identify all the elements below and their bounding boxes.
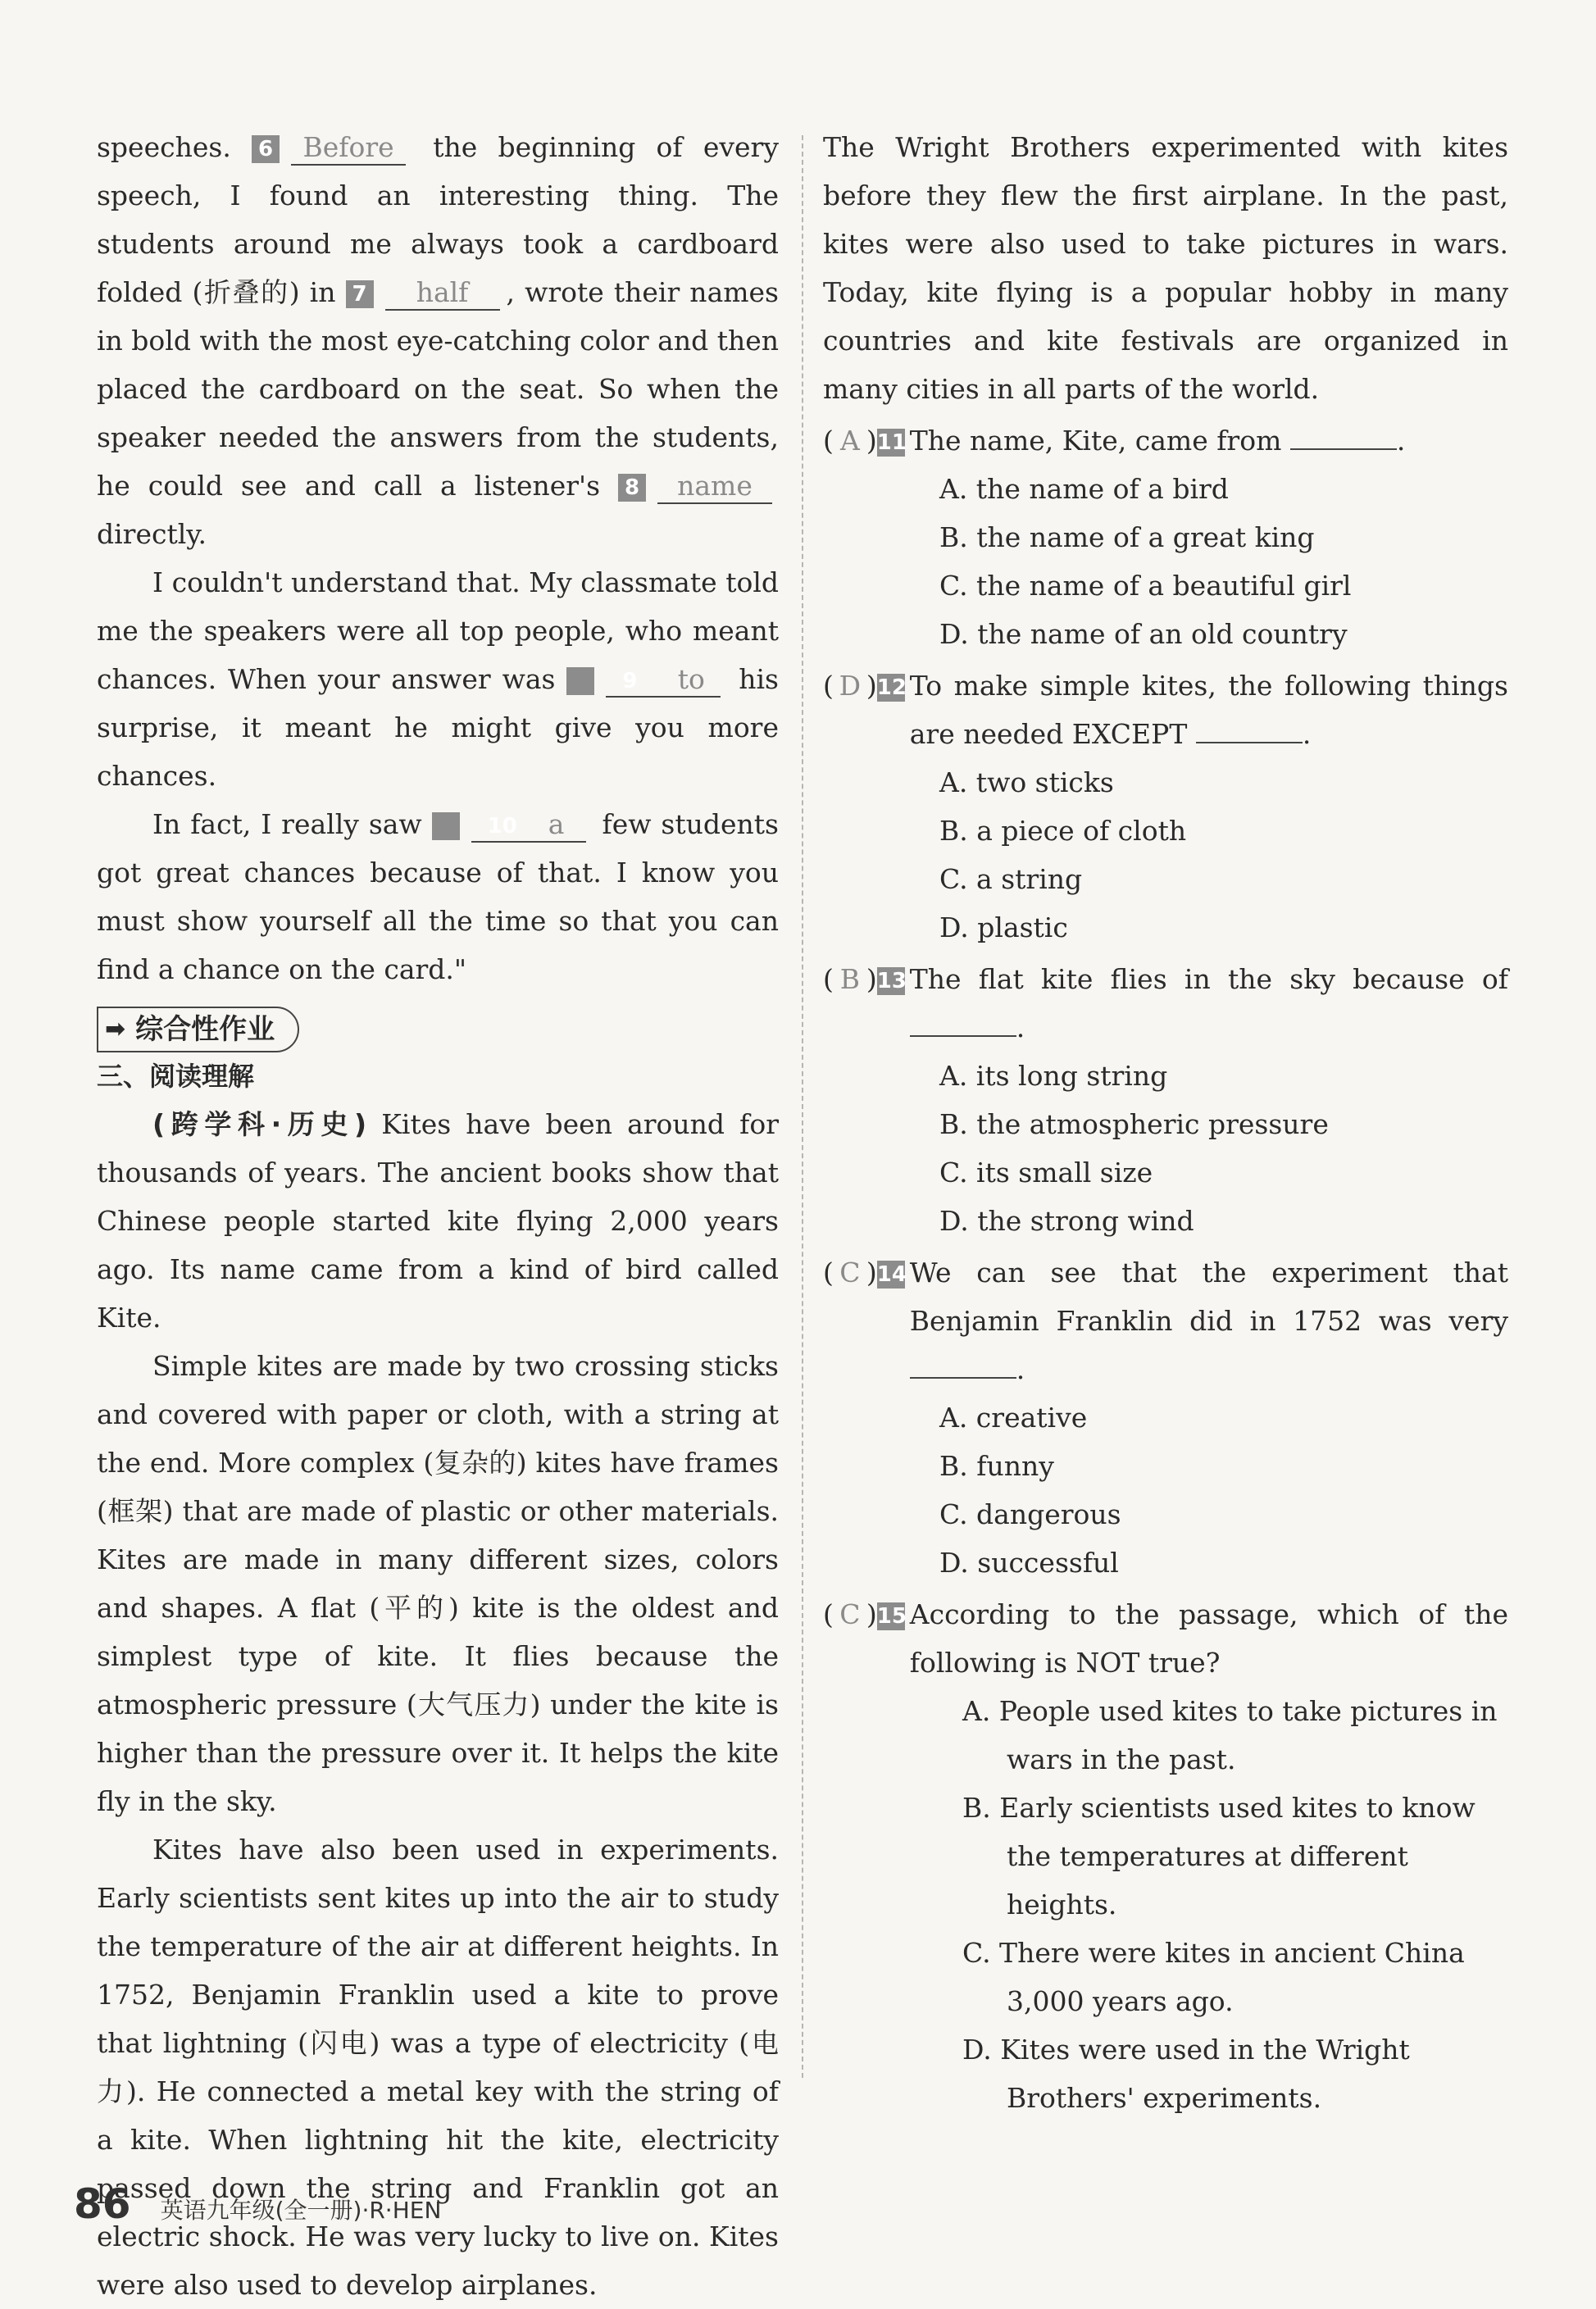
right-column: [823, 123, 1508, 2122]
options: [939, 465, 1508, 658]
question-blank: [910, 1011, 1016, 1037]
question-stem: According to the passage, which of the following is NOT true?: [909, 1598, 1508, 1679]
text: directly.: [97, 518, 207, 550]
text: his surprise, it meant he might give you more chances.: [97, 663, 779, 792]
question-number-10: 10: [432, 812, 460, 840]
option: A. two sticks: [939, 766, 1114, 798]
question-12: ( D )12 To make simple kites, the following things are needed EXCEPT . A. two sticks B. a piece of cloth C. a string D. plastic: [823, 661, 1508, 952]
option: A. the name of a bird: [939, 473, 1229, 505]
answer-blank-10: a: [471, 808, 586, 843]
column-divider: [802, 135, 803, 2078]
passage-paragraph-2: [97, 558, 779, 800]
question-14: ( C )14 We can see that the experiment that Benjamin Franklin did in 1752 was very . A. creative B. funny C. dangerous D. successful: [823, 1248, 1508, 1587]
question-11: ( A )11 The name, Kite, came from . A. the name of a bird B. the name of a great king C. the name of a beautiful girl D. the name of an old country: [823, 416, 1508, 658]
option: B. funny: [939, 1450, 1054, 1482]
option: C. dangerous: [939, 1498, 1121, 1530]
text: speeches.: [97, 131, 231, 163]
answer-bracket: ( D )12: [823, 661, 910, 710]
option: A. People used kites to take pictures in wars in the past.: [962, 1695, 1498, 1775]
options: [939, 1393, 1508, 1587]
option: C. There were kites in ancient China 3,000 years ago.: [962, 1937, 1465, 2017]
text: I couldn't understand that. My classmate told me the speakers were all top people, who meant chances. When your answer was: [97, 566, 779, 695]
question-number-6: 6: [252, 135, 280, 163]
text: the beginning of every speech, I found an interesting thing. The students around me always took a cardboard folded (折叠的) in: [97, 131, 779, 308]
page-number: 86: [74, 2180, 131, 2228]
question-stem: The name, Kite, came from: [909, 425, 1282, 457]
answer-letter: A: [839, 425, 860, 457]
reading-paragraph-1: [97, 1100, 779, 1342]
reading-paragraph-2: Simple kites are made by two crossing sticks and covered with paper or cloth, with a string at the end. More complex (复杂的) kites have frames (框架) that are made of plastic or other materials. Kites are made in many different sizes, colors and shapes. A flat (平的) kite is the oldest and simplest type of kite. It flies because the atmospheric pressure (大气压力) under the kite is higher than the pressure over it. It helps the kite fly in the sky.: [97, 1350, 779, 1817]
question-stem: We can see that the experiment that Benjamin Franklin did in 1752 was very: [909, 1257, 1508, 1337]
option: B. Early scientists used kites to know the temperatures at different heights.: [962, 1792, 1476, 1920]
answer-bracket: ( C )14: [823, 1248, 910, 1297]
option: D. plastic: [939, 911, 1068, 943]
answer-letter: C: [839, 1598, 861, 1630]
answer-letter: C: [839, 1257, 861, 1289]
text: In fact, I really saw: [152, 808, 422, 840]
left-column: [97, 123, 779, 2309]
reading-heading: 三、阅读理解: [97, 1061, 255, 1092]
arrow-icon: ➡: [105, 1015, 126, 1043]
question-number: 13: [876, 969, 907, 993]
book-info: 英语九年级(全一册)·R·HEN: [160, 2197, 442, 2224]
options: [962, 1687, 1508, 2122]
question-blank: [910, 1352, 1016, 1379]
option: D. successful: [939, 1547, 1119, 1579]
options: [939, 1052, 1508, 1245]
answer-blank-9: to: [606, 663, 721, 698]
passage-paragraph-3: [97, 800, 779, 993]
option: B. the atmospheric pressure: [939, 1108, 1329, 1140]
reading-paragraph-4: The Wright Brothers experimented with kites before they flew the first airplane. In the past, kites were also used to take pictures in wars. Today, kite flying is a popular hobby in many countries and kite festivals are organized in many cities in all parts of the world.: [823, 131, 1508, 405]
question-stem: The flat kite flies in the sky because of: [909, 963, 1508, 995]
answer-blank-8: name: [657, 470, 772, 504]
text: Kites have been around for thousands of years. The ancient books show that Chinese people started kite flying 2,000 years ago. Its name came from a kind of bird called Kite.: [97, 1108, 780, 1334]
question-13: ( B )13 The flat kite flies in the sky because of . A. its long string B. the atmospheric pressure C. its small size D. the strong wind: [823, 955, 1508, 1245]
text: few students got great chances because of that. I know you must show yourself all the time so that you can find a chance on the card.": [97, 808, 779, 985]
question-number: 12: [876, 675, 907, 700]
question-number: 14: [876, 1262, 907, 1287]
subject-tag: (跨学科·历史): [152, 1108, 367, 1140]
question-blank: [1196, 717, 1303, 743]
options: [939, 758, 1508, 952]
question-number-7: 7: [346, 280, 374, 308]
question-number-9: 9: [566, 667, 594, 695]
answer-bracket: ( A )11: [823, 416, 910, 465]
page-footer: [74, 2180, 441, 2228]
option: A. its long string: [939, 1060, 1168, 1092]
answer-letter: D: [839, 670, 862, 702]
text: , wrote their names in bold with the most eye-catching color and then placed the cardboard on the seat. So when the speaker needed the answers from the students, he could see and call a listener's: [97, 276, 779, 502]
section-banner: [97, 1007, 299, 1052]
answer-blank-7: half: [385, 276, 500, 311]
passage-paragraph-1: [97, 123, 779, 558]
option: D. the name of an old country: [939, 618, 1348, 650]
answer-bracket: ( C )15: [823, 1590, 910, 1639]
option: B. the name of a great king: [939, 521, 1315, 553]
question-blank: [1290, 424, 1397, 450]
question-number-8: 8: [618, 474, 646, 502]
answer-bracket: ( B )13: [823, 955, 910, 1003]
question-stem: To make simple kites, the following things are needed EXCEPT: [909, 670, 1508, 750]
question-number: 11: [876, 430, 907, 455]
option: A. creative: [939, 1402, 1088, 1434]
option: C. its small size: [939, 1157, 1153, 1189]
section-banner-label: 综合性作业: [135, 1013, 275, 1046]
question-15: [823, 1590, 1508, 2122]
option: C. a string: [939, 863, 1083, 895]
option: D. the strong wind: [939, 1205, 1194, 1237]
option: B. a piece of cloth: [939, 815, 1187, 847]
option: C. the name of a beautiful girl: [939, 570, 1352, 602]
reading-paragraph-3: Kites have also been used in experiments. Early scientists sent kites up into the air to study the temperature of the air at different heights. In 1752, Benjamin Franklin used a kite to prove that lightning (闪电) was a type of electricity (电力). He connected a metal key with the string of a kite. When lightning hit the kite, electricity passed down the string and Franklin got an electric shock. He was very lucky to live on. Kites were also used to develop airplanes.: [97, 1834, 779, 2301]
answer-blank-6: Before: [291, 131, 406, 166]
option: D. Kites were used in the Wright Brothers' experiments.: [962, 2034, 1410, 2114]
question-number: 15: [876, 1604, 907, 1629]
answer-letter: B: [839, 963, 860, 995]
